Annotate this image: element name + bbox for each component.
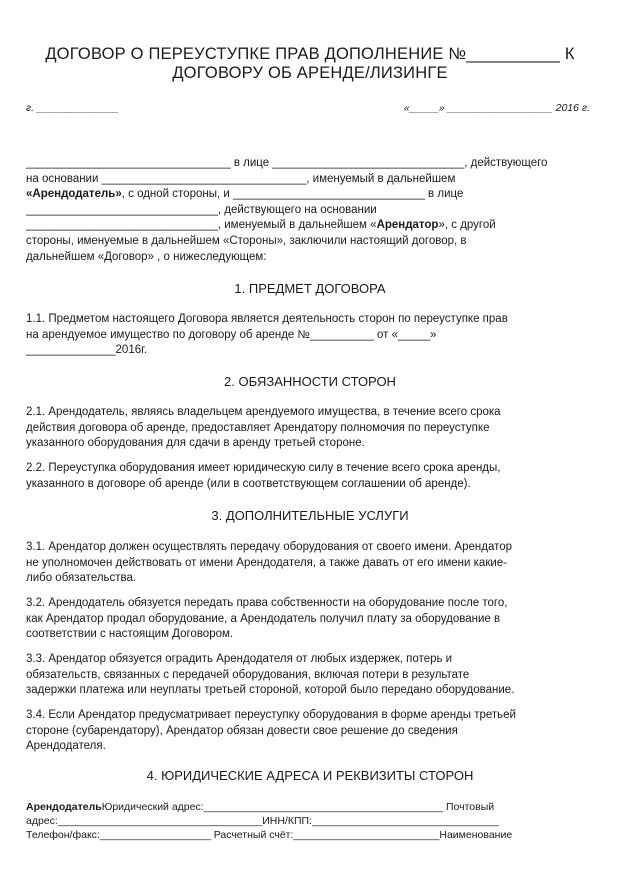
preamble-line: ______________________________, действующего на основании xyxy=(26,203,377,216)
lessee-term: Арендатор xyxy=(376,219,439,232)
preamble-line: дальнейшем «Договор» , о нижеследующем: xyxy=(26,250,267,263)
section-heading-4: 4. ЮРИДИЧЕСКИЕ АДРЕСА И РЕКВИЗИТЫ СТОРОН xyxy=(146,768,474,783)
date-field: «_____» __________________ 2016 г. xyxy=(403,102,590,114)
preamble-line: на основании ________________________________, именуемый в дальнейшем xyxy=(26,172,456,185)
section-heading-1: 1. ПРЕДМЕТ ДОГОВОРА xyxy=(234,281,386,296)
clause-1-1: 1.1. Предметом настоящего Договора является деятельность сторон по переуступке прав на арендуемое имущество по договору об аренде №__________ от «_____» ______________2016г. xyxy=(26,313,508,357)
clause-2-2: 2.2. Переуступка оборудования имеет юридическую силу в течение всего срока аренды, указанного в договоре об аренде (или в соответствующем соглашении об аренде). xyxy=(26,462,501,490)
preamble-line: ________________________________ в лице ______________________________, действующего xyxy=(26,157,548,169)
clause-3-4: 3.4. Если Арендатор предусматривает переуступку оборудования в форме аренды третьей стороне (субарендатору), Арендатор обязан довести свое решение до сведения Арендодателя. xyxy=(26,709,516,753)
preamble xyxy=(26,156,594,265)
requisites-row: АрендодательЮридический адрес:_________________________________________ Почтовый xyxy=(26,801,495,813)
preamble-line: ______________________________, именуемый в дальнейшем «Арендатор», с другой xyxy=(26,219,496,232)
city-field: г. ______________ xyxy=(26,102,119,114)
document-title: ДОГОВОР О ПЕРЕУСТУПКЕ ПРАВ ДОПОЛНЕНИЕ №__________ К ДОГОВОРУ ОБ АРЕНДЕ/ЛИЗИНГЕ xyxy=(45,45,575,82)
preamble-line: «Арендодатель», с одной стороны, и ______________________________ в лице xyxy=(26,188,464,201)
clause-2-1: 2.1. Арендодатель, являясь владельцем арендуемого имущества, в течение всего срока действия договора об аренде, предоставляет Арендатору полномочия по переуступке указанного оборудования для сдачи в аренду третьей стороне. xyxy=(26,406,501,450)
preamble-line: стороны, именуемые в дальнейшем «Стороны», заключили настоящий договор, в xyxy=(26,234,467,247)
clause-3-3: 3.3. Арендатор обязуется оградить Арендодателя от любых издержек, потерь и обязательств, связанных с передачей оборудования, включая потери в результате задержки платежа или неуплаты третьей стороной, которой было передано оборудование. xyxy=(26,653,515,697)
lessor-term: «Арендодатель» xyxy=(26,188,122,201)
requisites-row: адрес:___________________________________ИНН/КПП:________________________________ xyxy=(26,815,499,827)
requisites-row: Телефон/факс:___________________ Расчетный счёт:_________________________Наименование xyxy=(26,829,513,841)
section-heading-3: 3. ДОПОЛНИТЕЛЬНЫЕ УСЛУГИ xyxy=(211,508,409,523)
clause-3-2: 3.2. Арендодатель обязуется передать права собственности на оборудование после того, как Арендатор продал оборудование, а Арендодатель получил плату за оборудование в соответствии с настоящим Договором. xyxy=(26,597,508,641)
section-heading-2: 2. ОБЯЗАННОСТИ СТОРОН xyxy=(224,374,396,389)
clause-3-1: 3.1. Арендатор должен осуществлять передачу оборудования от своего имени. Арендатор не уполномочен действовать от имени Арендодателя, а также давать от его имени какие- либо обязательства. xyxy=(26,541,513,585)
lessor-label: Арендодатель xyxy=(26,801,102,813)
